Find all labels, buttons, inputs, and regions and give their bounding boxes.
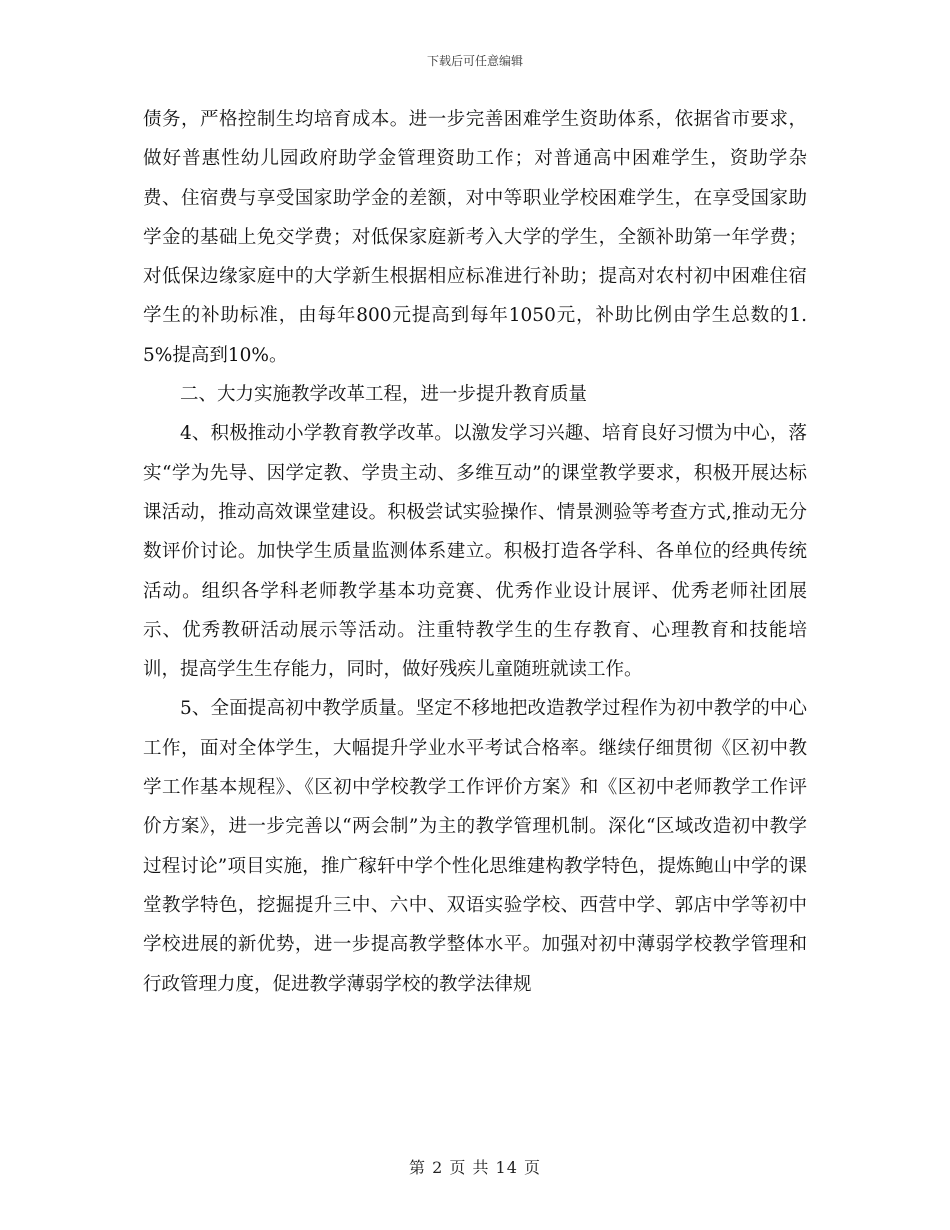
paragraph-item-4: 4、积极推动小学教育教学改革。以激发学习兴趣、培育良好习惯为中心，落实“学为先导、因学定教、学贵主动、多维互动”的课堂教学要求，积极开展达标课活动，推动高效课堂建设。积极尝试实验操作、情景测验等考查方式,推动无分数评价讨论。加快学生质量监测体系建立。积极打造各学科、各单位的经典传统活动。组织各学科老师教学基本功竞赛、优秀作业设计展评、优秀老师社团展示、优秀教研活动展示等活动。注重特教学生的生存教育、心理教育和技能培训，提高学生生存能力，同时，做好残疾儿童随班就读工作。 [143, 423, 807, 681]
page-header: 下载后可任意编辑 [426, 54, 523, 68]
paragraph-item-5: 5、全面提高初中教学质量。坚定不移地把改造教学过程作为初中教学的中心工作，面对全体学生，大幅提升学业水平考试合格率。继续仔细贯彻《区初中教学工作基本规程》、《区初中学校教学工作评价方案》和《区初中老师教学工作评价方案》，进一步完善以“两会制”为主的教学管理机制。深化“区域改造初中教学过程讨论”项目实施，推广稼轩中学个性化思维建构教学特色，提炼鲍山中学的课堂教学特色，挖掘提升三中、六中、双语实验学校、西营中学、郭店中学等初中学校进展的新优势，进一步提高教学整体水平。加强对初中薄弱学校教学管理和行政管理力度，促进教学薄弱学校的教学法律规 [143, 698, 807, 995]
paragraph-debt: 债务，严格控制生均培育成本。进一步完善困难学生资助体系，依据省市要求，做好普惠性幼儿园政府助学金管理资助工作；对普通高中困难学生，资助学杂费、住宿费与享受国家助学金的差额，对中等职业学校困难学生，在享受国家助学金的基础上免交学费；对低保家庭新考入大学的学生，全额补助第一年学费；对低保边缘家庭中的大学新生根据相应标准进行补助；提高对农村初中困难住宿学生的补助标准，由每年800元提高到每年1050元，补助比例由学生总数的1.5%提高到10%。 [143, 109, 807, 366]
section-heading: 二、大力实施教学改革工程，进一步提升教育质量 [180, 384, 588, 406]
document-body [143, 100, 807, 1004]
page-footer: 第 2 页 共 14 页 [409, 1158, 541, 1177]
